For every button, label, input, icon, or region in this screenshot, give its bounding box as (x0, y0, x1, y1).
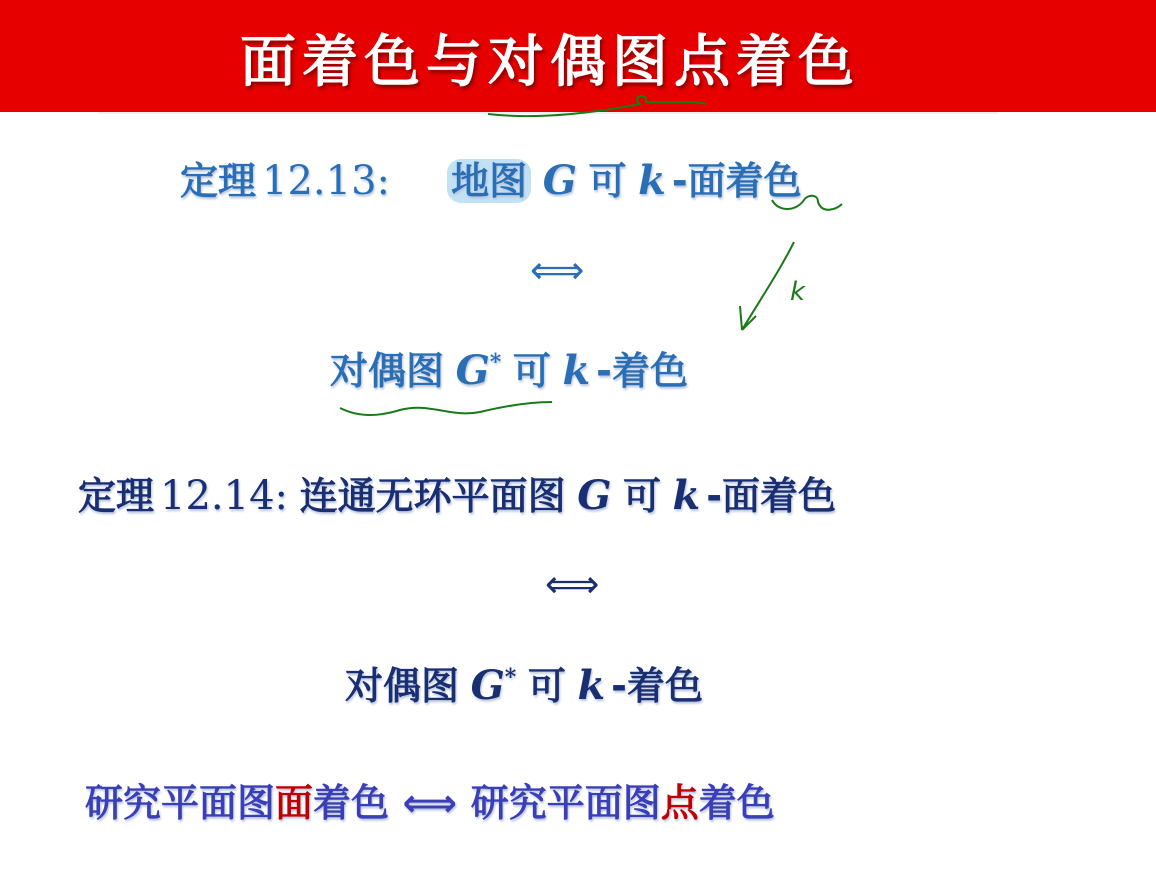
theorem-2-dual-symbol: G* (470, 662, 517, 709)
slide-title: 面着色与对偶图点着色 (240, 30, 860, 95)
underline-stroke-dual (340, 402, 552, 415)
theorem-2-label: 定理 (78, 474, 155, 518)
theorem-2-symbol-k: k (672, 472, 701, 519)
theorem-1-map: 地图 (447, 159, 531, 203)
conclusion-right-suffix: 着色 (698, 781, 775, 825)
conclusion-left-suffix: 着色 (313, 781, 390, 825)
theorem-1-vertex-coloring: -着色 (596, 349, 688, 393)
theorem-2-face-coloring: -面着色 (706, 474, 837, 518)
theorem-1-dual-symbol: G* (455, 347, 502, 394)
conclusion-statement (85, 772, 775, 827)
theorem-1-can: 可 (588, 159, 627, 203)
theorem-1-dual-star: * (489, 349, 502, 376)
theorem-1-dual-can: 可 (512, 349, 551, 393)
theorem-1-number: 12.13: (262, 158, 391, 204)
conclusion-vertex-word: 点 (660, 781, 699, 825)
theorem-1-face-coloring: -面着色 (671, 159, 802, 203)
theorem-2-dual-star: * (504, 664, 517, 691)
conclusion-equiv-arrow: ⟺ (402, 781, 458, 825)
arrow-stroke (740, 242, 794, 330)
theorem-2-can: 可 (622, 474, 661, 518)
theorem-1-statement (180, 150, 802, 205)
theorem-1-label: 定理 (180, 159, 257, 203)
theorem-2-equiv-arrow: ⟺ (545, 562, 600, 606)
theorem-2-dual-statement (345, 655, 703, 710)
theorem-2-dual-can: 可 (527, 664, 566, 708)
theorem-2-graph: 连通无环平面图 (299, 474, 566, 518)
conclusion-right-prefix: 研究平面图 (470, 781, 661, 825)
theorem-1-symbol-k: k (638, 157, 666, 204)
theorem-2-dual-graph: 对偶图 (345, 664, 460, 708)
theorem-2-symbol-g: G (577, 472, 612, 519)
theorem-1-dual-statement (330, 340, 688, 395)
theorem-2-statement (78, 465, 836, 520)
theorem-1-symbol-g: G (542, 157, 577, 204)
theorem-2-dual-k: k (577, 662, 606, 709)
handwritten-k-note: k (790, 277, 806, 307)
theorem-1-dual-k: k (562, 347, 591, 394)
theorem-2-vertex-coloring: -着色 (611, 664, 703, 708)
banner-divider (98, 112, 998, 114)
conclusion-left-prefix: 研究平面图 (85, 781, 276, 825)
theorem-1-equiv-arrow: ⟺ (530, 248, 585, 292)
theorem-1-dual-graph: 对偶图 (330, 349, 445, 393)
conclusion-face-word: 面 (275, 781, 314, 825)
theorem-2-number: 12.14: (160, 473, 289, 519)
